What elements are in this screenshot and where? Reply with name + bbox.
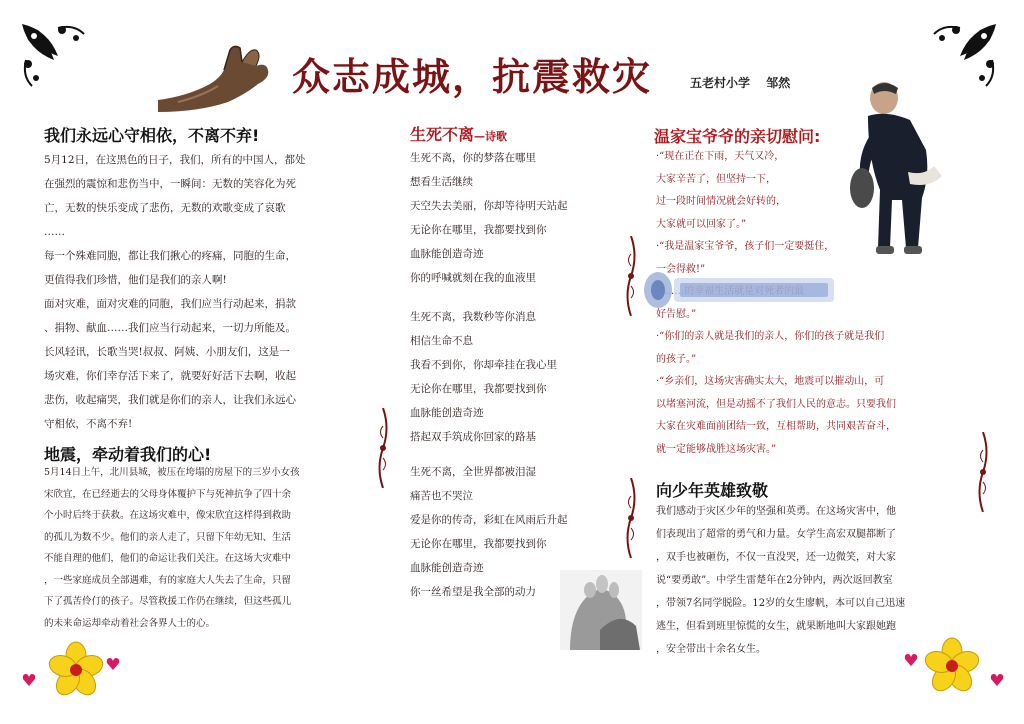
poem-line: 痛苦也不哭泣: [410, 490, 473, 502]
quote-line: 过一段时间情况就会好转的，: [656, 196, 786, 207]
poem-subtitle: —诗歌: [474, 130, 508, 143]
poem-stanza-2: [410, 305, 620, 449]
text-line: 的孤儿为数不少。他们的亲人走了，只留下年幼无知、生活: [44, 531, 292, 543]
poem-line: 你的呼喊就刻在我的血液里: [410, 272, 536, 284]
poem-line: 爱是你的传奇，彩虹在风雨后升起: [410, 514, 568, 526]
heading-poem: [410, 122, 507, 145]
text-line: 亡，无数的快乐变成了悲伤，无数的欢歌变成了哀歌: [44, 202, 286, 214]
poem-line: 相信生命不息: [410, 335, 473, 347]
poem-line: 生死不离，我数秒等你消息: [410, 311, 536, 323]
text-line: 更值得我们珍惜，他们是我们的亲人啊!: [44, 274, 227, 286]
text-line: 不能自理的他们，他们的命运让我们关注。在这场大灾难中: [44, 553, 292, 564]
poem-line: 天空失去美丽，你却等待明天站起: [410, 200, 568, 212]
poem-line: 血脉能创造奇迹: [410, 407, 484, 419]
text-line: 在强烈的震惊和悲伤当中，一瞬间：无数的笑容化为死: [44, 178, 296, 190]
hibiscus-flower-right: [922, 636, 982, 696]
quote-line: ·“你们的亲人就是我们的亲人，你们的孩子就是我们: [656, 331, 885, 342]
text-line: 场灾难，你们幸存活下来了，就要好好活下去啊，收起: [44, 370, 296, 382]
poem-title: 生死不离: [410, 125, 475, 144]
text-line: ，安全带出十余名女生。: [656, 644, 766, 655]
heart-icon: [22, 672, 36, 686]
quote-line: 的孩子。”: [656, 353, 697, 365]
text-line: ，双手也被砸伤，不仅一直没哭，还一边微笑，对大家: [656, 552, 896, 563]
text-line: 们表现出了超常的勇气和力量。女学生高宏双腿都断了: [656, 529, 896, 540]
text-line: 说“要勇敢”。中学生雷楚年在2分钟内，两次返回教室: [656, 575, 893, 586]
poem-line: 想看生活继续: [410, 176, 473, 188]
ornamental-divider-left: [376, 408, 390, 488]
corner-ornament-top-left: [18, 20, 92, 94]
text-line: 5月14日上午，北川县城，被压在垮塌的房屋下的三岁小女孩: [44, 467, 300, 478]
text-line: 5月12日，在这黑色的日子，我们，所有的中国人，都处: [44, 154, 306, 166]
byline: [690, 74, 802, 91]
text-line: 的未来命运却牵动着社会各界人士的心。: [44, 617, 216, 629]
text-line: 个小时后终于获救。在这场灾难中，像宋欣宜这样得到救助: [44, 510, 292, 521]
quote-line: 大家就可以回家了。”: [656, 218, 747, 230]
poem-line: 你一丝希望是我全部的动力: [410, 586, 536, 598]
byline-school: 五老村小学: [690, 76, 751, 90]
poem-line: 无论你在哪里，我都要找到你: [410, 538, 547, 550]
left-paragraph-2: [44, 462, 374, 634]
text-line: 下了孤苦伶仃的孩子。尽管救援工作仍在继续，但这些孤儿: [44, 596, 292, 607]
quote-line: 大家辛苦了，但坚持一下，: [656, 173, 776, 185]
quote-line: 就一定能够战胜这场灾害。”: [656, 443, 777, 455]
poem-line: 血脉能创造奇迹: [410, 248, 484, 260]
ornamental-divider-mid-top: [624, 236, 638, 316]
poem-stanza-1: [410, 146, 620, 290]
watermark-logo: [640, 264, 840, 312]
text-line: ……: [44, 226, 65, 238]
poem-line: 无论你在哪里，我都要找到你: [410, 224, 547, 236]
heading-earthquake: 地震，牵动着我们的心!: [44, 445, 212, 464]
left-paragraph-1: [44, 148, 374, 436]
text-line: 我们感动于灾区少年的坚强和英勇。在这场灾害中，他: [656, 506, 896, 517]
poem-line: 我看不到你，你却牵挂在我心里: [410, 359, 557, 371]
poem-line: 生死不离，你的梦落在哪里: [410, 152, 536, 164]
heading-stay-together: 我们永远心守相依，不离不弃!: [44, 126, 260, 145]
text-line: 悲伤，收起痛哭，我们就是你们的亲人，让我们永远心: [44, 394, 296, 406]
quote-line: ·“现在正在下雨，天气又冷，: [656, 151, 785, 162]
quote-line: 好告慰。”: [656, 308, 697, 320]
text-line: 、捐物、献血……我们应当行动起来，一切力所能及。: [44, 322, 296, 334]
quote-line: 以堵塞河流，但是动摇不了我们人民的意志。只要我们: [656, 398, 896, 410]
quote-line: ·“乡亲们，这场灾害确实太大，地震可以摧动山，可: [656, 376, 885, 387]
quote-line: 大家在灾难面前团结一致，互相帮助，共同艰苦奋斗，: [656, 421, 896, 432]
text-line: 守相依，不离不弃!: [44, 418, 133, 430]
text-line: 面对灾难，面对灾难的同胞，我们应当行动起来，捐款: [44, 298, 296, 310]
heading-premier-visit: 温家宝爷爷的亲切慰问:: [654, 127, 821, 146]
heart-icon: [106, 656, 120, 670]
text-line: 每一个殊难同胞，都让我们揪心的疼痛，同胞的生命，: [44, 250, 296, 262]
poem-line: 生死不离，全世界都被泪湿: [410, 466, 536, 478]
text-line: ，一些家庭成员全部遇难，有的家庭大人失去了生命，只留: [44, 574, 292, 586]
byline-author: 邹然: [766, 76, 791, 90]
poem-line: 无论你在哪里，我都要找到你: [410, 383, 547, 395]
baby-hand-illustration: [560, 570, 642, 650]
poem-line: 血脉能创造奇迹: [410, 562, 484, 574]
heart-icon: [904, 652, 918, 666]
heart-icon: [990, 672, 1004, 686]
praying-hands-illustration: [158, 40, 278, 112]
poem-line: 搭起双手筑成你回家的路基: [410, 431, 536, 443]
text-line: ，带领7名同学脱险。12岁的女生廖帆，本可以自己迅速: [656, 598, 906, 609]
text-line: 长风轻讯，长歌当哭!叔叔、阿姨、小朋友们，这是一: [44, 346, 290, 358]
ornamental-divider-mid-bottom: [624, 478, 638, 558]
text-line: 宋欣宜，在已经逝去的父母身体覆护下与死神抗争了四十余: [44, 488, 292, 500]
quote-line: 一会得救!”: [656, 263, 706, 275]
heading-young-heroes: 向少年英雄致敬: [656, 481, 769, 500]
quote-line: ·“我是温家宝爷爷，孩子们一定要挺住，: [656, 241, 835, 252]
page-title: 众志成城，抗震救灾: [292, 55, 653, 99]
hibiscus-flower-left: [46, 640, 106, 700]
text-line: 逃生，但看到班里惊慌的女生，就果断地叫大家跟她跑: [656, 621, 896, 632]
